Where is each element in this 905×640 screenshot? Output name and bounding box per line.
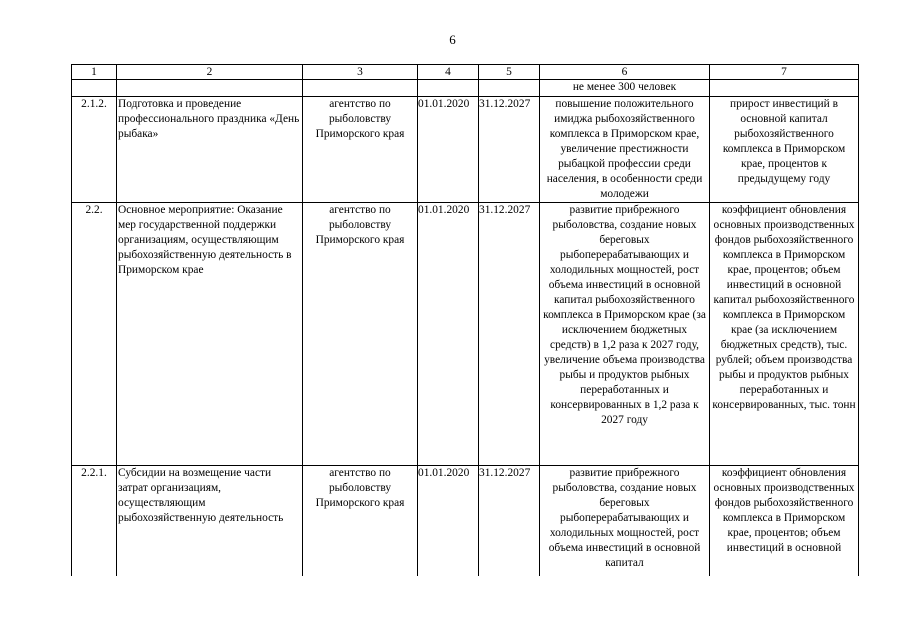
table-row — [72, 466, 859, 577]
expected-result: повышение положительного имиджа рыбохозяйственного комплекса в Приморском крае, увеличение престижности рыбацкой профессии среди населения, в особенности среди молодежи — [540, 97, 710, 203]
row-number: 2.2. — [72, 203, 117, 466]
event-name: Субсидии на возмещение части затрат организациям, осуществляющим рыбохозяйственную деятельность — [117, 466, 303, 577]
table-row — [72, 203, 859, 466]
header-cell: 2 — [117, 65, 303, 80]
expected-result: развитие прибрежного рыболовства, создание новых береговых рыбоперерабатывающих и холодильных мощностей, рост объема инвестиций в основной капитал рыбохозяйственного комплекса в Приморском крае (за исключением бюджетных средств) в 1,2 раза к 2027 году, увеличение объема производства рыбы и продуктов рыбных переработанных и консервированных в 1,2 раза к 2027 году — [540, 203, 710, 466]
executor: агентство по рыболовству Приморского края — [303, 466, 418, 577]
continuation-row — [72, 80, 859, 97]
header-row — [72, 65, 859, 80]
event-name: Основное мероприятие: Оказание мер государственной поддержки организациям, осуществляющим рыбохозяйственную деятельность в Приморском крае — [117, 203, 303, 466]
end-date: 31.12.2027 — [479, 97, 540, 203]
header-cell: 3 — [303, 65, 418, 80]
continuation-text: не менее 300 человек — [540, 80, 710, 97]
row-number: 2.1.2. — [72, 97, 117, 203]
executor: агентство по рыболовству Приморского края — [303, 97, 418, 203]
program-table — [71, 64, 859, 576]
page-number: 6 — [449, 32, 456, 47]
header-cell: 1 — [72, 65, 117, 80]
start-date: 01.01.2020 — [418, 466, 479, 577]
start-date: 01.01.2020 — [418, 97, 479, 203]
header-cell: 6 — [540, 65, 710, 80]
indicator: коэффициент обновления основных производственных фондов рыбохозяйственного комплекса в Приморском крае, процентов; объем инвестиций в основной капитал рыбохозяйственного комплекса в Приморском крае (за исключением бюджетных средств), тыс. рублей; объем производства рыбы и продуктов рыбных переработанных и консервированных, тыс. тонн — [710, 203, 859, 466]
event-name: Подготовка и проведение профессионального праздника «День рыбака» — [117, 97, 303, 203]
header-cell: 7 — [710, 65, 859, 80]
end-date: 31.12.2027 — [479, 203, 540, 466]
indicator: прирост инвестиций в основной капитал рыбохозяйственного комплекса в Приморском крае, процентов к предыдущему году — [710, 97, 859, 203]
executor: агентство по рыболовству Приморского края — [303, 203, 418, 466]
expected-result: развитие прибрежного рыболовства, создание новых береговых рыбоперерабатывающих и холодильных мощностей, рост объема инвестиций в основной капитал — [540, 466, 710, 577]
row-number: 2.2.1. — [72, 466, 117, 577]
table-row — [72, 97, 859, 203]
start-date: 01.01.2020 — [418, 203, 479, 466]
header-cell: 4 — [418, 65, 479, 80]
end-date: 31.12.2027 — [479, 466, 540, 577]
header-cell: 5 — [479, 65, 540, 80]
indicator: коэффициент обновления основных производственных фондов рыбохозяйственного комплекса в Приморском крае, процентов; объем инвестиций в основной — [710, 466, 859, 577]
